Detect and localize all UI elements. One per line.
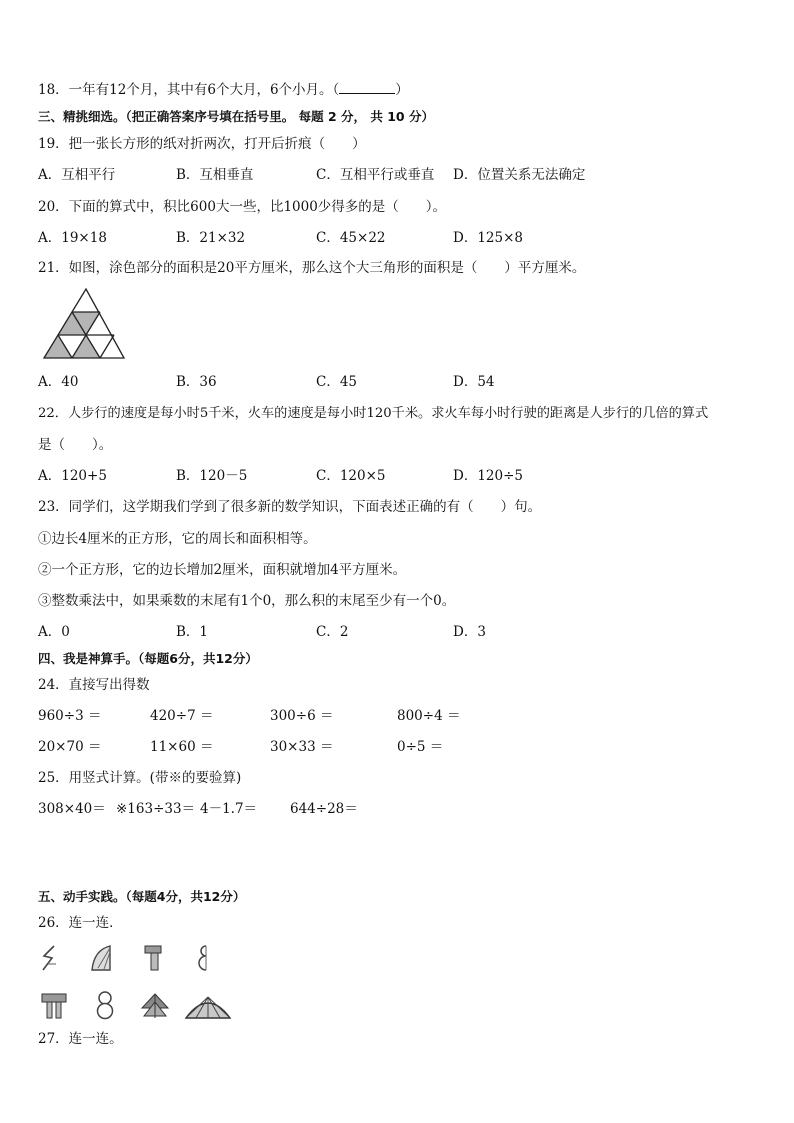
- snowman-icon: [94, 990, 116, 1020]
- q22-option-d: D．120÷5: [453, 468, 523, 484]
- q23-statement-1: ①边长4厘米的正方形，它的周长和面积相等。: [38, 531, 317, 547]
- q22-option-a: A．120+5: [38, 468, 107, 484]
- house-icon: [40, 990, 68, 1020]
- q23-option-a: A．0: [38, 624, 70, 640]
- question-18-text: 18．一年有12个月，其中有6个大月，6个小月。（: [38, 82, 340, 98]
- umbrella-half-icon: [88, 944, 114, 972]
- q24-item: 20×70 ＝: [38, 739, 102, 755]
- question-19: 19．把一张长方形的纸对折两次，打开后折痕（ ）: [38, 136, 366, 152]
- q21-option-c: C．45: [316, 374, 358, 390]
- section-5-heading: 五、动手实践。（每题4分，共12分）: [38, 889, 246, 904]
- section-4-heading: 四、我是神算手。（每题6分，共12分）: [38, 651, 258, 666]
- q20-option-d: D．125×8: [453, 230, 523, 246]
- zigzag-half-icon: [40, 944, 60, 972]
- snowman-half-icon: [196, 944, 212, 972]
- q25-item: 4－1.7＝: [200, 801, 258, 817]
- q21-option-b: B．36: [176, 374, 217, 390]
- question-21: 21．如图，涂色部分的面积是20平方厘米，那么这个大三角形的面积是（ ）平方厘米。: [38, 260, 586, 276]
- q23-statement-3: ③整数乘法中，如果乘数的末尾有1个0，那么积的末尾至少有一个0。: [38, 593, 456, 609]
- q24-item: 300÷6 ＝: [270, 708, 334, 724]
- triangle-cell: [72, 289, 100, 312]
- q24-item: 0÷5 ＝: [397, 739, 444, 755]
- answer-blank[interactable]: [339, 81, 395, 94]
- q20-option-a: A．19×18: [38, 230, 107, 246]
- question-24: 24．直接写出得数: [38, 677, 150, 693]
- question-25: 25．用竖式计算。(带※的要验算): [38, 770, 242, 786]
- umbrella-icon: [184, 994, 232, 1020]
- question-18: 18．一年有12个月，其中有6个大月，6个小月。（ ）: [38, 82, 409, 98]
- section-3-heading: 三、精挑细选。（把正确答案序号填在括号里。 每题 2 分， 共 10 分）: [38, 109, 434, 124]
- question-26: 26．连一连．: [38, 915, 123, 931]
- q25-item: ※163÷33＝: [116, 801, 196, 817]
- q21-option-d: D．54: [453, 374, 495, 390]
- q24-item: 11×60 ＝: [150, 739, 214, 755]
- q20-option-b: B．21×32: [176, 230, 246, 246]
- q20-option-c: C．45×22: [316, 230, 386, 246]
- q24-item: 800÷4 ＝: [397, 708, 461, 724]
- q23-option-b: B．1: [176, 624, 209, 640]
- question-20: 20．下面的算式中，积比600大一些，比1000少得多的是（ ）。: [38, 199, 447, 215]
- q23-option-c: C．2: [316, 624, 349, 640]
- question-23: 23．同学们，这学期我们学到了很多新的数学知识，下面表述正确的有（ ）句。: [38, 499, 542, 515]
- q23-option-d: D．3: [453, 624, 486, 640]
- q21-option-a: A．40: [38, 374, 79, 390]
- q25-item: 644÷28＝: [290, 801, 358, 817]
- house-half-icon: [143, 944, 163, 972]
- q23-statement-2: ②一个正方形，它的边长增加2厘米，面积就增加4平方厘米。: [38, 562, 407, 578]
- triangle-figure: [42, 288, 126, 360]
- question-27: 27．连一连。: [38, 1031, 123, 1047]
- q19-option-d: D．位置关系无法确定: [453, 167, 586, 183]
- q22-option-b: B．120－5: [176, 468, 248, 484]
- q22-option-c: C．120×5: [316, 468, 386, 484]
- arrow-tree-icon: [140, 992, 170, 1020]
- q19-option-c: C．互相平行或垂直: [316, 167, 435, 183]
- q24-item: 960÷3 ＝: [38, 708, 102, 724]
- q24-item: 420÷7 ＝: [150, 708, 214, 724]
- q19-option-a: A．互相平行: [38, 167, 116, 183]
- q25-item: 308×40＝: [38, 801, 106, 817]
- question-22-line1: 22．人步行的速度是每小时5千米，火车的速度是每小时120千米。求火车每小时行驶的距离是人步行的几倍的算式: [38, 406, 709, 421]
- q24-item: 30×33 ＝: [270, 739, 334, 755]
- q19-option-b: B．互相垂直: [176, 167, 254, 183]
- question-22-line2: 是（ ）。: [38, 437, 113, 453]
